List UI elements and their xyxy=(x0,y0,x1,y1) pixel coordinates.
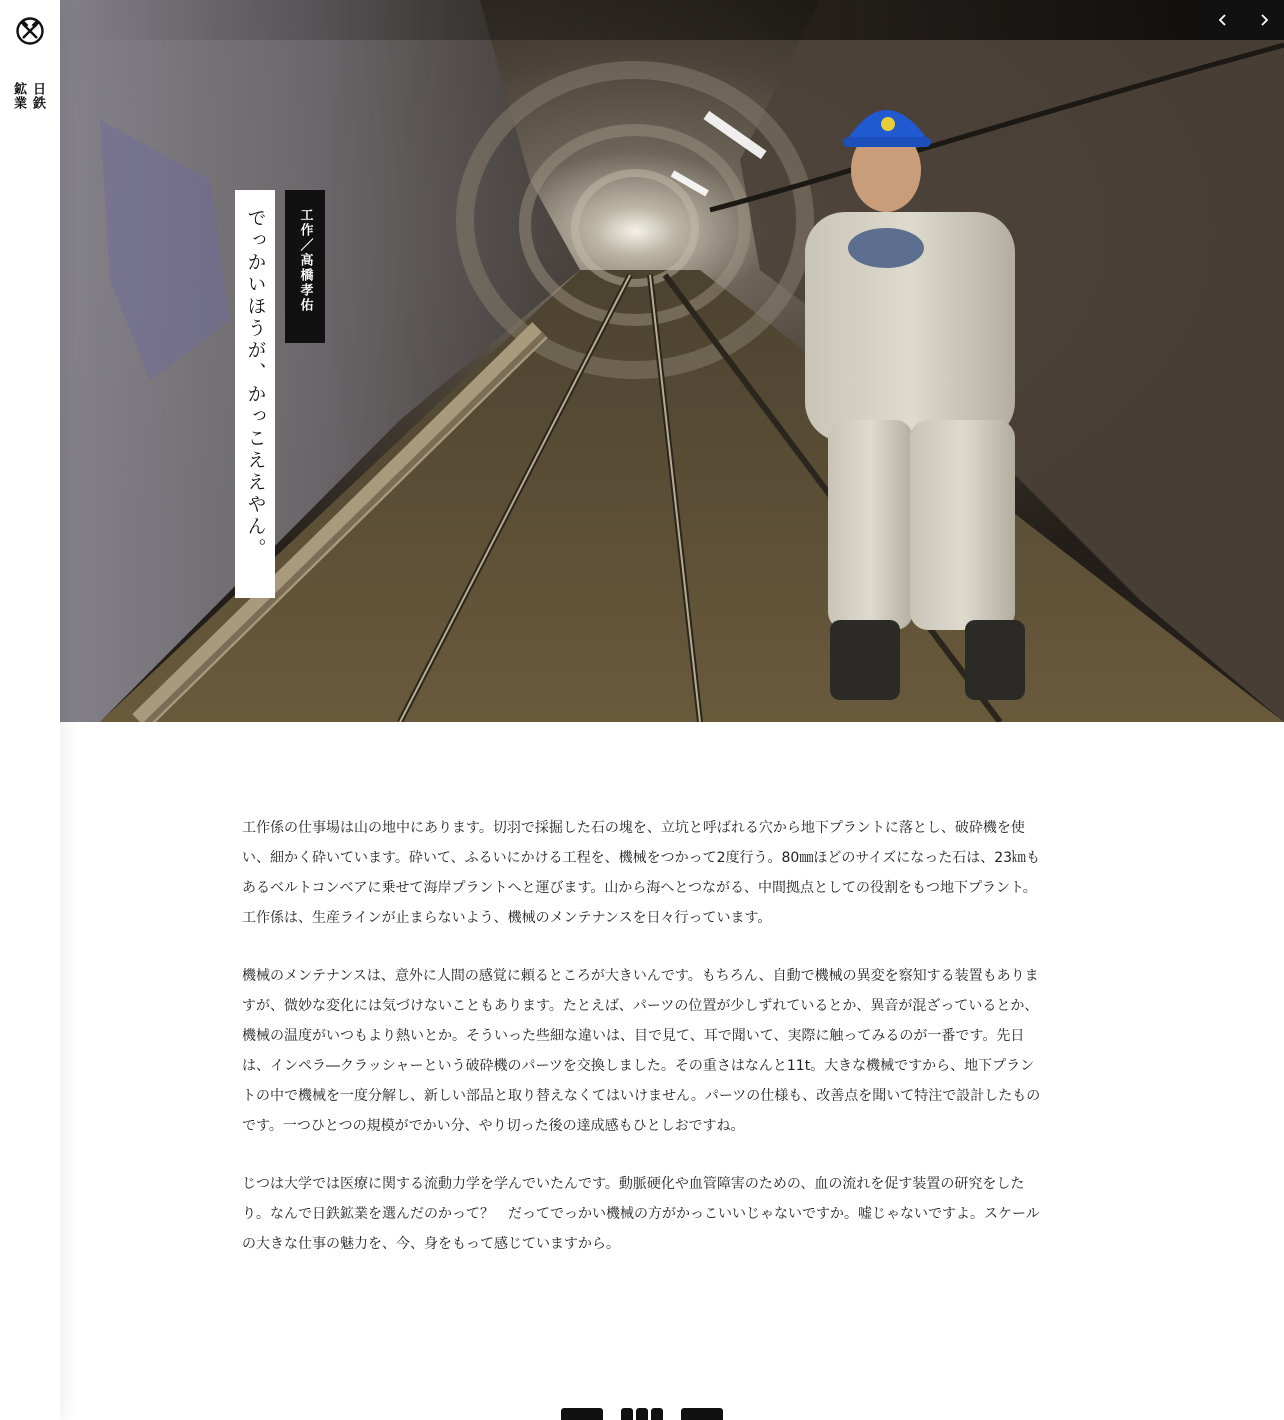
top-bar xyxy=(60,0,1284,40)
chevron-right-icon[interactable] xyxy=(1244,0,1284,40)
chevron-left-icon[interactable] xyxy=(1203,0,1243,40)
role-name: 工作／高橋孝佑 xyxy=(297,208,313,313)
article-paragraph-2: 機械のメンテナンスは、意外に人間の感覚に頼るところが大きいんです。もちろん、自動で機械の異変を察知する装置もありますが、微妙な変化には気づけないこともあります。たとえば、パーツの位置が少しずれているとか、異音が混ざっているとか、機械の温度がいつもより熱いとか。そういった些細な違いは、目で見て、耳で聞いて、実際に触ってみるのが一番です。先日は、インペラ―クラッシャーという破砕機のパーツを交換しました。その重さはなんと11t。大きな機械ですから、地下プラントの中で機械を一度分解し、新しい部品と取り替えなくてはいけません。パーツの仕様も、改善点を聞いて特注で設計したものです。一つひとつの規模がでかい分、やり切った後の達成感もひとしおですね。 xyxy=(242,968,1041,1134)
article-paragraph-3: じつは大学では医療に関する流動力学を学んでいたんです。動脈硬化や血管障害のための、血の流れを促す装置の研究をしたり。なんで日鉄鉱業を選んだのかって？ だってでっかい機械の方がかっこいいじゃないですか。嘘じゃないですよ。スケールの大きな仕事の魅力を、今、身をもって感じていますから。 xyxy=(242,1176,1040,1252)
brand-name-col1: 日鉄 xyxy=(30,82,45,110)
article-paragraph-1: 工作係の仕事場は山の地中にあります。切羽で採掘した石の塊を、立坑と呼ばれる穴から地下プラントに落とし、破砕機を使い、細かく砕いています。砕いて、ふるいにかける工程を、機械をつかって2度行う。80㎜ほどのサイズになった石は、23㎞もあるベルトコンベアに乗せて海岸プラントへと運びます。山から海へとつながる、中間拠点としての役割をもつ地下プラント。工作係は、生産ラインが止まらないよう、機械のメンテナンスを日々行っています。 xyxy=(242,820,1041,926)
sidebar xyxy=(0,0,60,1420)
brand-name[interactable] xyxy=(0,82,44,122)
brand-name-col2: 鉱業 xyxy=(11,82,26,110)
next-tab-icon[interactable] xyxy=(681,1408,723,1420)
role-name-box xyxy=(285,190,325,343)
prev-tab-icon[interactable] xyxy=(561,1408,603,1420)
catch-copy-box xyxy=(235,190,275,598)
grid-list-icon[interactable] xyxy=(621,1408,663,1420)
article-body xyxy=(242,813,1042,1287)
catch-copy: でっかいほうが、かっこええやん。 xyxy=(244,208,267,560)
crossed-hammers-icon[interactable] xyxy=(15,16,45,46)
